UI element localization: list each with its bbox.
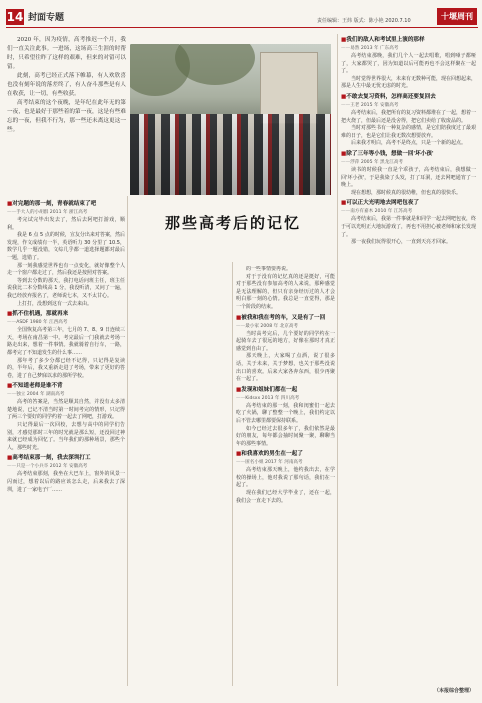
essay-paragraph: 只记得最后一次回校，去想与高中的同学们告别，才感觉那时三年的时光就是那么短，还没回过神来就已经成为回忆了。当年我们的那种场景，那些个人，那些时光。 [7, 422, 125, 451]
essay-paragraph: 后来我才明白，高考不是终点，只是一个新的起点。 [351, 140, 467, 147]
middle-column [236, 266, 335, 684]
essay-paragraph: 我是 6 点 5 点的时候，宣友分出来对答案，然后发现，作文成绩有一半，英语听力 30 分里了 10.5，数学几乎一题没错，文综几乎都一道选择题都对最后一题，选错了。 [7, 232, 125, 261]
essay-paragraph: 那一刻我感觉世界也有一点变化，就好像整个人走一个窗户都走过了，然后我还是按照对答案。 [7, 262, 125, 277]
essay-paragraph: 高考结束后，我把所有的复习资料都堆在了一起，想着一把火烧了，但最后还是没舍得，把它们卖给了收废品的。 [341, 109, 476, 124]
essay: ■对完题的那一刻，青春就结束了吧 ——手大人的小胡群 2011 年 浙江高考 考完试完毕出发去了，然后去阿吧打游戏，顺利。 我是 6 点 5 点的时候，宣友分出来对答案，然后发现，作文成绩有一半，英语听力 30 分里了 10.5，数学几乎一题没错，文综几乎都一道选择题都对最后一题，选错了。 那一刻我感觉世界也有一点变化，就好像整个人走一个窗户都走过了，然后我还是按照对答案。 等到去分数的那天，我打电话问班主任，班主任说我比二本分数线高 1 分，我没听清，又问了一遍，我已经放弃报名了，老师说七本，又不太甘心。 上打打，没想到这有一式去来由。 [7, 201, 125, 307]
essay: ■不敢去复习资料，怎样高还要复回去 ——王老 2015 年 安徽高考 高考结束后，我把所有的复习资料都堆在了一起，想着一把火烧了，但最后还是没舍得，把它们卖给了收废品的。 当时对那些书有一种复杂的感情，是它们陪我度过了最艰难的日子，也是它们让我无数次想要放弃。 后来我才明白，高考不是终点，只是一个新的起点。 [341, 93, 476, 147]
essay-paragraph: 那年考了多少分都已经不记得，只记得是复读的，半年后，我又重新走进了考场，带来了更好的答卷，进了自己梦寐以求的那所学校。 [7, 357, 125, 379]
column-divider [337, 34, 338, 686]
essay: ■和我喜欢的男生在一起了 ——匿名小姐 2017 年 河南高考 高考结束那天晚上，他约我出去，在学校的操场上，他对我说了那句话，我们在一起了。 现在我们已经大学毕业了，还在一起，我们会一直走下去的。 [236, 451, 335, 504]
intro-text [7, 36, 126, 188]
source-note: （本报综合整理） [434, 688, 475, 694]
essay-paragraph: 当时高考完后，几个要好的同学约在一起骑车去了很远的地方，好像在那时才真正感觉到自由了。 [236, 330, 335, 352]
page-number: 14 [6, 10, 24, 24]
essay-byline: ASDF 1980 年 江西高考 [16, 320, 68, 326]
header-rule [6, 27, 478, 28]
essay: ■可以正大光明地去网吧包夜了 ——南方有嘉木 2010 年 江苏高考 高考结束后，我第一件事就是和同学一起去网吧包夜，终于可以光明正大地玩游戏了，再也不用担心被老师和家长发现了。 那一夜我们玩得很开心，一直到天亮才回家。 [341, 200, 476, 246]
essay: ■我们的敌人和考试里上演的那样 ——易然 2013 年 广东高考 高考结束那晚，我们几个人一起去唱歌，唱到嗓子都哑了，大家都哭了，因为知道以后可能再也不会这样聚在一起了。 当时觉得世界很大，未来有无数种可能，现在回想起来，那是人生中最无忧无虑的时光。 [341, 37, 476, 90]
column-divider [232, 262, 233, 686]
essay-byline: 手大人的小胡群 2011 年 浙江高考 [16, 210, 88, 215]
essay-title: 抓不住机遇，那就再来 [12, 311, 69, 318]
essay-paragraph: 当时对那些书有一种复杂的感情，是它们陪我度过了最艰难的日子，也是它们让我无数次想要放弃。 [341, 125, 476, 139]
intro-paragraph: 此刻，高考已经正式落下帷幕，有人欢欣喜也没有刻年说的落差终了，有人奋斗那些是有人在收获，让一切，有些收获。 [7, 73, 126, 97]
masthead: 十堰周刊 [437, 8, 477, 25]
essay-title: 不敢去复习资料，怎样高还要复回去 [346, 93, 436, 100]
essay: ■发现和姐妹们都在一起 ——Kidsxx 2013 年 四川高考 高考结束的那一刻，我和闺蜜们一起去吃了火锅，聊了整整一个晚上，我们约定以后不管去哪里都要保持联系。 如今已经过去很多年了，我们依然是最好的朋友，每年都会抽时间聚一聚，聊聊当年的那些事情。 [236, 386, 335, 447]
essay-title: 可以正大光明地去网吧包夜了 [346, 200, 420, 207]
main-headline: 那些高考后的记忆 [164, 214, 301, 232]
essay-paragraph: 的一些事情要再说。 [246, 266, 292, 272]
essay-paragraph: 高考结束的那一刻，我和闺蜜们一起去吃了火锅，聊了整整一个晚上，我们约定以后不管去哪里都要保持联系。 [236, 402, 335, 424]
essay-paragraph: 现在我们已经大学毕业了，还在一起，我们会一直走下去的。 [236, 490, 335, 504]
essay-byline: 浮萍 2005 年 黑龙江高考 [350, 159, 404, 165]
essay: ■抓不住机遇，那就再来 ——ASDF 1980 年 江西高考 全国恢复高考第三年，七月的 7、8、9 日连续三天，考场在南昌第一中。考完最后一门我就去考场一路走出来，想着一件事情。我就骑着自行车，一路，都考完了不知道发生的什么事…… 那年考了多少分都已经不记得，只记得是复读的，半年后，我又重新走进了考场，带来了更好的答卷，进了自己梦寐以求的那所学校。 [7, 311, 125, 379]
essay-paragraph: 当时觉得世界很大，未来有无数种可能，现在回想起来，那是人生中最无忧无虑的时光。 [341, 75, 476, 90]
essay-byline: 独立 2004 年 湖南高考 [16, 392, 65, 398]
essay-paragraph: 那天晚上，大家喝了点酒，说了很多话，关于未来，关于梦想，也关于那些没说出口的喜欢。后来大家各奔东西，很少再聚在一起了。 [236, 353, 335, 383]
essay-title: 我们的敌人和考试里上演的那样 [346, 37, 425, 43]
section-title: 封面专题 [28, 13, 65, 23]
essay: ■不知道老师是谁不背 ——独立 2004 年 湖南高考 高考的答案是，当然是顺其自然，并没有太多清楚地说，已记不清当时第一时间考完的情形，只记得了两三个要好的同学约着一起去了网吧，打游戏。 只记得最后一次回校，去想与高中的同学们告别，才感觉那时三年的时光就是那么短，还没回过神来就已经成为回忆了。当年我们的那种场景，那些个人，那些时光。 [7, 383, 125, 451]
essay-byline: Kidsxx 2013 年 四川高考 [245, 395, 300, 401]
right-column [341, 34, 476, 684]
essay-byline: 匿名小姐 2017 年 河南高考 [245, 460, 303, 466]
essay: ■除了三年等小钱，想做一回'坏小孩' ——浮萍 2005 年 黑龙江高考 读书的时候我一直是个乖孩子，高考结束后，我想做一回'坏小孩'，于是我染了头发，打了耳洞，还去网吧通宵了一晚上。 现在想想，那时候真的很幼稚，但也真的很快乐。 [341, 150, 476, 196]
essay-paragraph: 读书的时候我一直是个乖孩子，高考结束后，我想做一回'坏小孩'，于是我染了头发，打了耳洞，还去网吧通宵了一晚上。 [341, 166, 476, 189]
left-column [7, 198, 125, 683]
essay-paragraph: 对于于没有的记忆真的还是挺好，可能对于那些没有参加高考的人来说，那种感觉是无法理解的，但只有亲身经历过的人才会明白那一刻的心情。我总是一直觉得，那是一个阶段的结束。 [236, 273, 335, 310]
essay-paragraph: 全国恢复高考第三年，七月的 7、8、9 日连续三天，考场在南昌第一中。考完最后一门我就去考场一路走出来，想着一件事情。我就骑着自行车，一路，都考完了不知道发生的什么事…… [7, 327, 125, 356]
graduates-photo [130, 44, 331, 195]
essay-paragraph: 高考结束那刻，我坐在大巴车上，窗外的风景一闪而过，想着以后的路应该怎么走，后来我去了深圳，进了一家电子厂…… [7, 471, 125, 493]
essay-title: 除了三年等小钱，想做一回'坏小孩' [346, 150, 434, 157]
essay-byline: 南方有嘉木 2010 年 江苏高考 [350, 209, 413, 215]
essay-paragraph: 高考结束那晚，我们几个人一起去唱歌，唱到嗓子都哑了，大家都哭了，因为知道以后可能再也不会这样聚在一起了。 [341, 53, 476, 75]
essay-byline: 只是一个小兵卒 2012 年 安徽高考 [16, 464, 88, 470]
essay-paragraph: 考完试完毕出发去了，然后去阿吧打游戏，顺利。 [7, 217, 125, 231]
essay-paragraph: 高考结束后，我第一件事就是和同学一起去网吧包夜，终于可以光明正大地玩游戏了，再也不用担心被老师和家长发现了。 [341, 216, 476, 238]
essay-paragraph: 高考结束那天晚上，他约我出去，在学校的操场上，他对我说了那句话，我们在一起了。 [236, 467, 335, 489]
essay-paragraph: 如今已经过去很多年了，我们依然是最好的朋友，每年都会抽时间聚一聚，聊聊当年的那些事情。 [236, 425, 335, 447]
essay-byline: 易然 2013 年 广东高考 [350, 46, 399, 51]
essay-title: 对完题的那一刻，青春就结束了吧 [12, 201, 97, 207]
essay-title: 被我和我在考的车，又是有了一回 [241, 314, 326, 321]
essay-title: 和我喜欢的男生在一起了 [241, 451, 303, 458]
intro-paragraph: 高考结束的这个夜晚，是年纪在此年无的第一夜，也是最好于那些着的第一夜，这是有些难忘的一夜，但我不行为，那一些还未离这更这一些。 [7, 100, 126, 133]
intro-paragraph: 2020 年，因为疫情，高考推迟一个月，我们一直关注此事。一进场，这场高三生涯的时帮时，只希望往昨了这样的艰难，但来的对留可以留。 [7, 37, 126, 70]
essay-title: 高考结束那一刻，我去深圳打工 [12, 455, 91, 462]
essay-paragraph: 那一夜我们玩得很开心，一直到天亮才回家。 [351, 239, 452, 246]
essay-paragraph: 高考的答案是，当然是顺其自然，并没有太多清楚地说，已记不清当时第一时间考完的情形，只记得了两三个要好的同学约着一起去了网吧，打游戏。 [7, 399, 125, 421]
column-divider [127, 196, 128, 686]
essay-title: 不知道老师是谁不背 [12, 383, 63, 390]
essay-title: 发现和姐妹们都在一起 [241, 386, 298, 393]
essay-paragraph: 现在想想，那时候真的很幼稚，但也真的很快乐。 [351, 189, 462, 196]
essay: ■被我和我在考的车，又是有了一回 ——最小家 2008 年 北京高考 当时高考完后，几个要好的同学约在一起骑车去了很远的地方，好像在那时才真正感觉到自由了。 那天晚上，大家喝了点酒，说了很多话，关于未来，关于梦想，也关于那些没说出口的喜欢。后来大家各奔东西，很少再聚在一起了。 [236, 314, 335, 383]
essay-paragraph: 等到去分数的那天，我打电话问班主任，班主任说我比二本分数线高 1 分，我没听清，又问了一遍，我已经放弃报名了，老师说七本，又不太甘心。 [7, 277, 125, 299]
headline-area [130, 198, 336, 260]
editor-credits: 责任编辑：王炜 版式：陈小艳 2020.7.10 [317, 18, 411, 24]
essay-byline: 王老 2015 年 安徽高考 [350, 102, 399, 108]
essay-paragraph: 上打打，没想到这有一式去来由。 [17, 300, 93, 307]
essay: ■高考结束那一刻，我去深圳打工 ——只是一个小兵卒 2012 年 安徽高考 高考结束那刻，我坐在大巴车上，窗外的风景一闪而过，想着以后的路应该怎么走，后来我去了深圳，进了一家电子厂…… [7, 455, 125, 493]
essay-byline: 最小家 2008 年 北京高考 [245, 323, 299, 329]
page-header [0, 0, 482, 30]
